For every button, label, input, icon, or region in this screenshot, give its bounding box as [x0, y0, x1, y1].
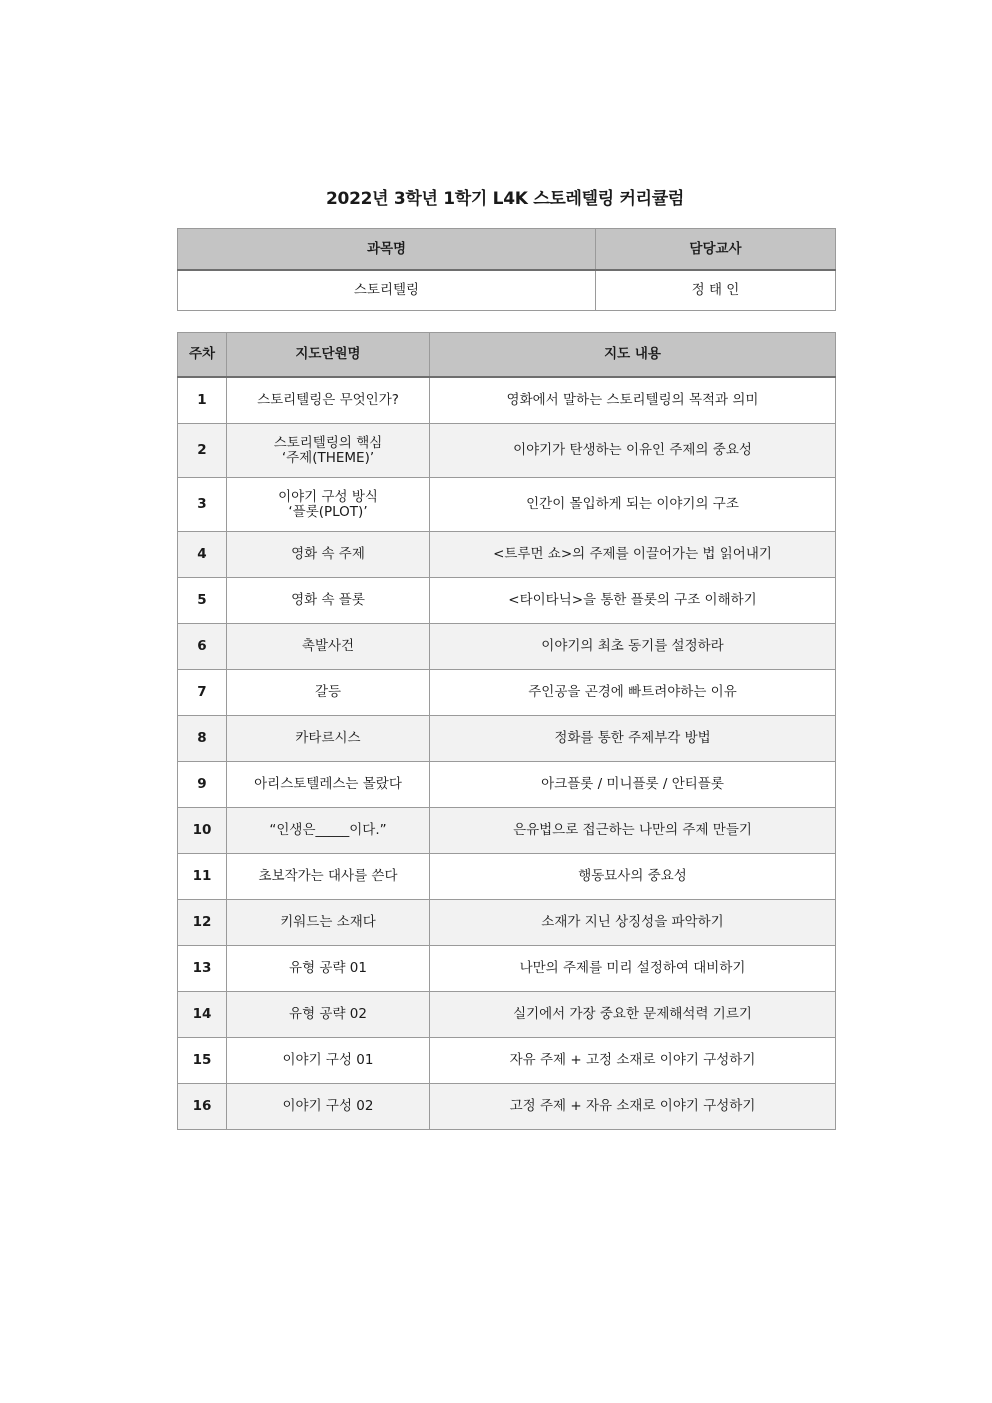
content-header: 지도 내용 — [430, 333, 836, 378]
table-row — [178, 992, 836, 1038]
table-row — [178, 854, 836, 900]
week-number: 3 — [178, 478, 227, 532]
week-number: 10 — [178, 808, 227, 854]
table-row — [178, 762, 836, 808]
page-title: 2022년 3학년 1학기 L4K 스토레텔링 커리큘럼 — [326, 189, 684, 209]
week-number: 8 — [178, 716, 227, 762]
table-row — [178, 578, 836, 624]
unit-name — [227, 854, 430, 900]
unit-name-line: 촉발사건 — [301, 638, 355, 654]
unit-name-line: 유형 공략 02 — [289, 1006, 367, 1022]
unit-name-line: 스토리텔링의 핵심 — [273, 434, 383, 451]
week-number: 6 — [178, 624, 227, 670]
unit-header: 지도단원명 — [227, 333, 430, 378]
lesson-content: 인간이 몰입하게 되는 이야기의 구조 — [430, 478, 836, 532]
table-row — [178, 670, 836, 716]
unit-name-line: 스토리텔링은 무엇인가? — [257, 392, 399, 408]
unit-name — [227, 424, 430, 478]
unit-name-line: 아리스토텔레스는 몰랐다 — [254, 776, 402, 792]
week-number: 15 — [178, 1038, 227, 1084]
table-row — [178, 946, 836, 992]
lesson-content: 행동묘사의 중요성 — [430, 854, 836, 900]
curriculum-table — [177, 332, 836, 1130]
unit-name — [227, 1038, 430, 1084]
unit-name — [227, 808, 430, 854]
table-row — [178, 478, 836, 532]
lesson-content: 나만의 주제를 미리 설정하여 대비하기 — [430, 946, 836, 992]
week-number: 13 — [178, 946, 227, 992]
unit-name-line: 갈등 — [314, 684, 342, 700]
lesson-content: 주인공을 곤경에 빠트려야하는 이유 — [430, 670, 836, 716]
table-row — [178, 424, 836, 478]
lesson-content: 은유법으로 접근하는 나만의 주제 만들기 — [430, 808, 836, 854]
week-number: 16 — [178, 1084, 227, 1130]
table-row — [178, 716, 836, 762]
unit-name-line: 이야기 구성 01 — [282, 1052, 374, 1068]
lesson-content: 이야기가 탄생하는 이유인 주제의 중요성 — [430, 424, 836, 478]
lesson-content: <타이타닉>을 통한 플롯의 구조 이해하기 — [430, 578, 836, 624]
unit-name — [227, 992, 430, 1038]
lesson-content: 고정 주제 + 자유 소재로 이야기 구성하기 — [430, 1084, 836, 1130]
week-number: 2 — [178, 424, 227, 478]
unit-name — [227, 578, 430, 624]
teacher-name: 정 태 인 — [596, 270, 836, 311]
lesson-content: 정화를 통한 주제부각 방법 — [430, 716, 836, 762]
table-row — [178, 900, 836, 946]
unit-name-line: 이야기 구성 방식 — [278, 488, 378, 505]
info-header-row — [178, 229, 836, 271]
week-number: 12 — [178, 900, 227, 946]
unit-name — [227, 532, 430, 578]
table-row — [178, 624, 836, 670]
curriculum-body — [178, 377, 836, 1130]
lesson-content: 아크플롯 / 미니플롯 / 안티플롯 — [430, 762, 836, 808]
week-number: 11 — [178, 854, 227, 900]
info-row — [178, 270, 836, 311]
unit-name-line: 유형 공략 01 — [289, 960, 367, 976]
subject-header: 과목명 — [178, 229, 596, 271]
unit-name-line: 초보작가는 대사를 쓴다 — [258, 868, 398, 884]
curriculum-header-row — [178, 333, 836, 378]
week-number: 1 — [178, 377, 227, 424]
lesson-content: 소재가 지닌 상징성을 파악하기 — [430, 900, 836, 946]
unit-name — [227, 670, 430, 716]
week-number: 14 — [178, 992, 227, 1038]
lesson-content: 영화에서 말하는 스토리텔링의 목적과 의미 — [430, 377, 836, 424]
unit-name — [227, 762, 430, 808]
week-number: 9 — [178, 762, 227, 808]
unit-name-line: 영화 속 플롯 — [291, 592, 365, 608]
table-row — [178, 377, 836, 424]
unit-name — [227, 624, 430, 670]
week-number: 7 — [178, 670, 227, 716]
unit-name-line: 이야기 구성 02 — [282, 1098, 374, 1114]
unit-name — [227, 946, 430, 992]
table-row — [178, 1038, 836, 1084]
table-row — [178, 532, 836, 578]
table-row — [178, 1084, 836, 1130]
unit-name — [227, 377, 430, 424]
week-number: 5 — [178, 578, 227, 624]
course-info-table — [177, 228, 836, 311]
lesson-content: 자유 주제 + 고정 소재로 이야기 구성하기 — [430, 1038, 836, 1084]
unit-name-line: 영화 속 주제 — [291, 546, 365, 562]
lesson-content: 이야기의 최초 동기를 설정하라 — [430, 624, 836, 670]
unit-name — [227, 1084, 430, 1130]
unit-name — [227, 900, 430, 946]
teacher-header: 담당교사 — [596, 229, 836, 271]
unit-name-line: ‘플롯(PLOT)’ — [288, 503, 368, 520]
unit-name-line: ‘주제(THEME)’ — [281, 449, 375, 466]
subject-name: 스토리텔링 — [178, 270, 596, 311]
lesson-content: <트루먼 쇼>의 주제를 이끌어가는 법 읽어내기 — [430, 532, 836, 578]
lesson-content: 실기에서 가장 중요한 문제해석력 기르기 — [430, 992, 836, 1038]
unit-name — [227, 478, 430, 532]
table-row — [178, 808, 836, 854]
unit-name — [227, 716, 430, 762]
week-number: 4 — [178, 532, 227, 578]
week-header: 주차 — [178, 333, 227, 378]
unit-name-line: 키워드는 소재다 — [280, 914, 376, 930]
unit-name-line: “인생은_____이다.” — [269, 822, 387, 838]
unit-name-line: 카타르시스 — [295, 730, 361, 746]
